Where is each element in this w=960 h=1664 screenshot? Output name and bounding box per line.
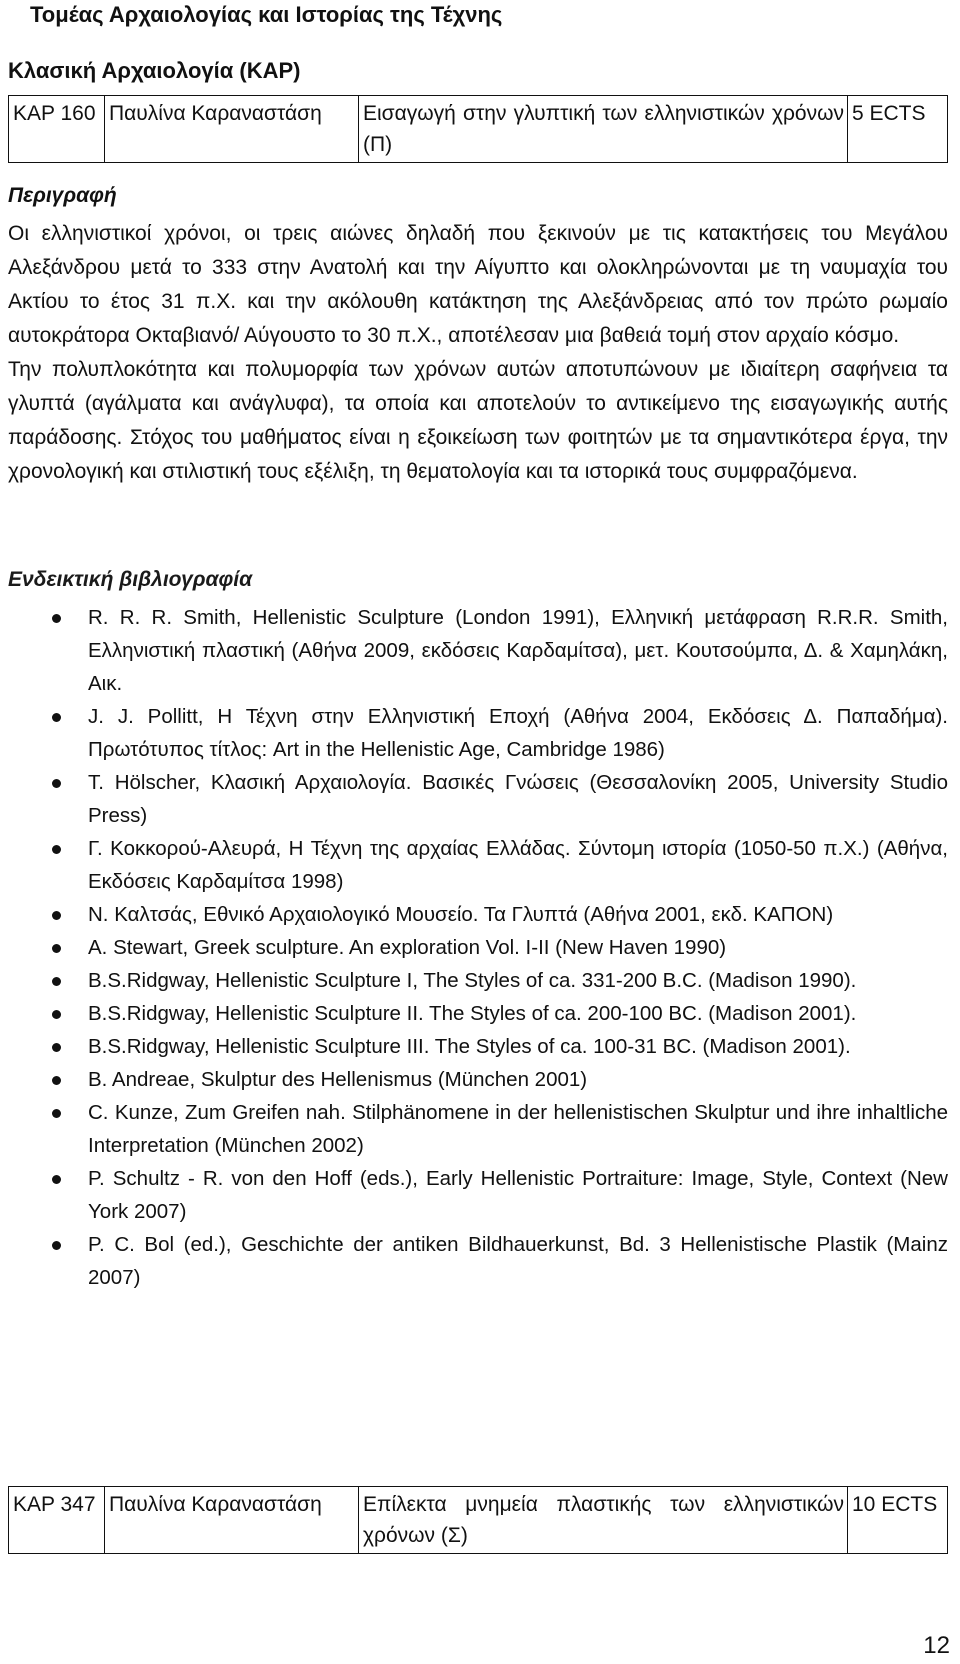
- course-row: [9, 96, 948, 163]
- course-professor: Παυλίνα Καραναστάση: [105, 96, 359, 163]
- bullet-icon: [52, 1043, 61, 1052]
- description-heading: Περιγραφή: [8, 184, 117, 207]
- bullet-icon: [52, 779, 61, 788]
- description-paragraph-1: Οι ελληνιστικοί χρόνοι, οι τρεις αιώνες δηλαδή που ξεκινούν με τις κατακτήσεις του Μεγάλου Αλεξάνδρου μετά το 333 στην Ανατολή και την Αίγυπτο και ολοκληρώνονται με τη ναυμαχία του Ακτίου το έτος 31 π.Χ. και την ακόλουθη κατάκτηση της Αλεξάνδρειας από τον πρώτο ρωμαίο αυτοκράτορα Οκταβιανό/ Αύγουστο το 30 π.Χ., αποτέλεσαν μια βαθειά τομή στον αρχαίο κόσμο.: [8, 222, 948, 347]
- bibliography-item: T. Hölscher, Κλασική Αρχαιολογία. Βασικές Γνώσεις (Θεσσαλονίκη 2005, University Studio Press): [8, 766, 948, 832]
- course-ects: 5 ECTS: [848, 96, 948, 163]
- bibliography-item: R. R. R. Smith, Hellenistic Sculpture (London 1991), Ελληνική μετάφραση R.R.R. Smith, Ελληνιστική πλαστική (Αθήνα 2009, εκδόσεις Καρδαμίτσα), μετ. Κουτσούμπα, Δ. & Χαμηλάκη, Αικ.: [8, 601, 948, 700]
- bibliography-list: [8, 601, 948, 1294]
- bibliography-item: Ν. Καλτσάς, Εθνικό Αρχαιολογικό Μουσείο. Τα Γλυπτά (Αθήνα 2001, εκδ. ΚΑΠΟΝ): [8, 898, 948, 931]
- bullet-icon: [52, 1109, 61, 1118]
- bullet-icon: [52, 614, 61, 623]
- bullet-icon: [52, 1241, 61, 1250]
- course-ects: 10 ECTS: [848, 1487, 948, 1554]
- course-title: Επίλεκτα μνημεία πλαστικής των ελληνιστικών χρόνων (Σ): [359, 1487, 848, 1554]
- bibliography-item: B.S.Ridgway, Hellenistic Sculpture II. The Styles of ca. 200-100 BC. (Madison 2001).: [8, 997, 948, 1030]
- course-table-kap160: [8, 95, 948, 163]
- bullet-icon: [52, 713, 61, 722]
- course-code: ΚΑΡ 160: [9, 96, 105, 163]
- bibliography-item: J. J. Pollitt, Η Τέχνη στην Ελληνιστική Εποχή (Αθήνα 2004, Εκδόσεις Δ. Παπαδήμα). Πρωτότυπος τίτλος: Art in the Hellenistic Age, Cambridge 1986): [8, 700, 948, 766]
- course-code: ΚΑΡ 347: [9, 1487, 105, 1554]
- bullet-icon: [52, 977, 61, 986]
- bullet-icon: [52, 1175, 61, 1184]
- bibliography-item: B.S.Ridgway, Hellenistic Sculpture I, The Styles of ca. 331-200 B.C. (Madison 1990).: [8, 964, 948, 997]
- bibliography-item: A. Stewart, Greek sculpture. An exploration Vol. I-II (New Haven 1990): [8, 931, 948, 964]
- bullet-icon: [52, 1010, 61, 1019]
- section-title: Κλασική Αρχαιολογία (ΚΑΡ): [8, 58, 301, 83]
- department-title: Τομέας Αρχαιολογίας και Ιστορίας της Τέχνης: [30, 2, 503, 27]
- course-title: Εισαγωγή στην γλυπτική των ελληνιστικών χρόνων (Π): [359, 96, 848, 163]
- page-number: 12: [923, 1632, 950, 1659]
- description-paragraph-2: Την πολυπλοκότητα και πολυμορφία των χρόνων αυτών αποτυπώνουν με ιδιαίτερη σαφήνεια τα γλυπτά (αγάλματα και ανάγλυφα), τα οποία και αποτελούν το αντικείμενο της εισαγωγικής αυτής παράδοσης. Στόχος του μαθήματος είναι η εξοικείωση των φοιτητών με τα σημαντικότερα έργα, την χρονολογική και στιλιστική τους εξέλιξη, τη θεματολογία και τα ιστορικά τους συμφραζόμενα.: [8, 358, 948, 483]
- description-body: [8, 217, 948, 489]
- course-row: [9, 1487, 948, 1554]
- bibliography-item: C. Kunze, Zum Greifen nah. Stilphänomene in der hellenistischen Skulptur und ihre inhaltliche Interpretation (München 2002): [8, 1096, 948, 1162]
- bullet-icon: [52, 911, 61, 920]
- bibliography-item: Γ. Κοκκορού-Αλευρά, Η Τέχνη της αρχαίας Ελλάδας. Σύντομη ιστορία (1050-50 π.Χ.) (Αθήνα, Εκδόσεις Καρδαμίτσα 1998): [8, 832, 948, 898]
- bullet-icon: [52, 944, 61, 953]
- bibliography-item: B. Andreae, Skulptur des Hellenismus (München 2001): [8, 1063, 948, 1096]
- bullet-icon: [52, 845, 61, 854]
- bibliography-item: P. C. Bol (ed.), Geschichte der antiken Bildhauerkunst, Bd. 3 Hellenistische Plastik (Mainz 2007): [8, 1228, 948, 1294]
- bibliography-item: P. Schultz - R. von den Hoff (eds.), Early Hellenistic Portraiture: Image, Style, Context (New York 2007): [8, 1162, 948, 1228]
- bibliography-item: B.S.Ridgway, Hellenistic Sculpture III. The Styles of ca. 100-31 BC. (Madison 2001).: [8, 1030, 948, 1063]
- bibliography-heading: Ενδεικτική βιβλιογραφία: [8, 568, 253, 591]
- course-table-kap347: [8, 1486, 948, 1554]
- course-professor: Παυλίνα Καραναστάση: [105, 1487, 359, 1554]
- bullet-icon: [52, 1076, 61, 1085]
